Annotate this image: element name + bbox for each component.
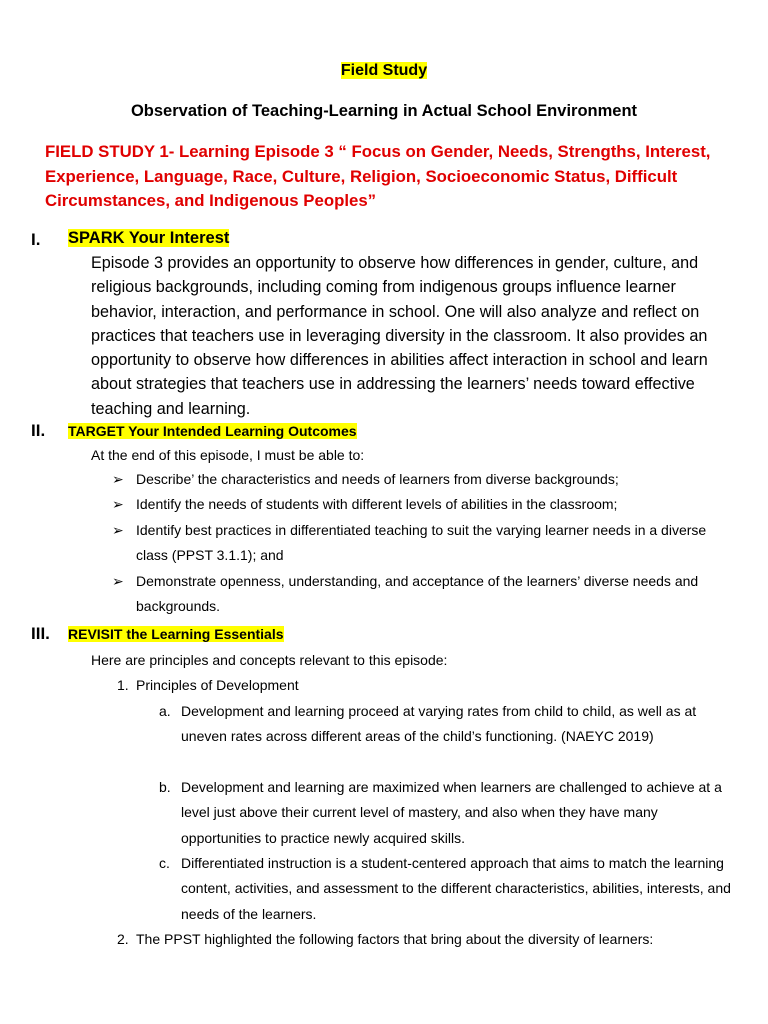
bullet-arrow-icon: ➢: [112, 496, 124, 512]
section-3-intro: Here are principles and concepts relevant to this episode:: [91, 652, 448, 668]
document-subtitle: Observation of Teaching-Learning in Actual School Environment: [130, 102, 638, 120]
bullet-arrow-icon: ➢: [112, 522, 124, 538]
list-number: 1.: [117, 677, 129, 693]
section-2-intro: At the end of this episode, I must be able to:: [91, 447, 365, 463]
sub-item-text: Development and learning proceed at varying rates from child to child, as well as at uneven rates across different areas of the child’s functioning. (NAEYC 2019): [181, 703, 697, 745]
list-item-label: The PPST highlighted the following factors that bring about the diversity of learners:: [136, 931, 654, 947]
section-2-number: II.: [31, 421, 46, 440]
document-heading: [0, 62, 768, 80]
document-heading-text: Field Study: [340, 62, 428, 79]
outcome-item: Describe’ the characteristics and needs of learners from diverse backgrounds;: [136, 471, 619, 487]
sub-item-text: Development and learning are maximized when learners are challenged to achieve at a level just above their current level of mastery, and also when they have many opportunities to practice newly acquired skills.: [181, 779, 722, 846]
outcome-item: Identify the needs of students with different levels of abilities in the classroom;: [136, 496, 618, 512]
outcome-item: Demonstrate openness, understanding, and acceptance of the learners’ diverse needs and backgrounds.: [136, 573, 699, 614]
list-item-label: Principles of Development: [136, 677, 299, 693]
section-1-number: I.: [31, 230, 41, 249]
bullet-arrow-icon: ➢: [112, 573, 124, 589]
section-3-number: III.: [31, 624, 50, 643]
sub-item-letter: b.: [159, 779, 171, 795]
section-2-title-text: TARGET Your Intended Learning Outcomes: [68, 423, 357, 439]
sub-item-text: Differentiated instruction is a student-centered approach that aims to match the learning content, activities, and assessment to the different characteristics, abilities, interests, and needs of the learners.: [181, 855, 731, 922]
section-1-body: Episode 3 provides an opportunity to observe how differences in gender, culture, and religious backgrounds, including coming from indigenous groups influence learner behavior, interaction, and performance in school. One will also analyze and reflect on practices that teachers use in leveraging diversity in the classroom. It also provides an opportunity to observe how differences in abilities affect interaction in school and learn about strategies that teachers use in addressing the learners’ needs toward effective teaching and learning.: [91, 254, 708, 418]
bullet-arrow-icon: ➢: [112, 471, 124, 487]
section-1-title-text: SPARK Your Interest: [68, 229, 230, 247]
section-3-title-text: REVISIT the Learning Essentials: [68, 626, 284, 642]
section-2-title: [68, 423, 357, 439]
outcome-item: Identify best practices in differentiated teaching to suit the varying learner needs in a diverse class (PPST 3.1.1); and: [136, 522, 707, 563]
sub-item-letter: a.: [159, 703, 171, 719]
episode-title: FIELD STUDY 1- Learning Episode 3 “ Focus on Gender, Needs, Strengths, Interest, Experience, Language, Race, Culture, Religion, Socioeconomic Status, Difficult Circumstances, and Indigenous Peoples”: [45, 142, 711, 210]
list-number: 2.: [117, 931, 129, 947]
section-1-title: [68, 229, 229, 248]
sub-item-letter: c.: [159, 855, 170, 871]
section-3-title: [68, 626, 284, 642]
